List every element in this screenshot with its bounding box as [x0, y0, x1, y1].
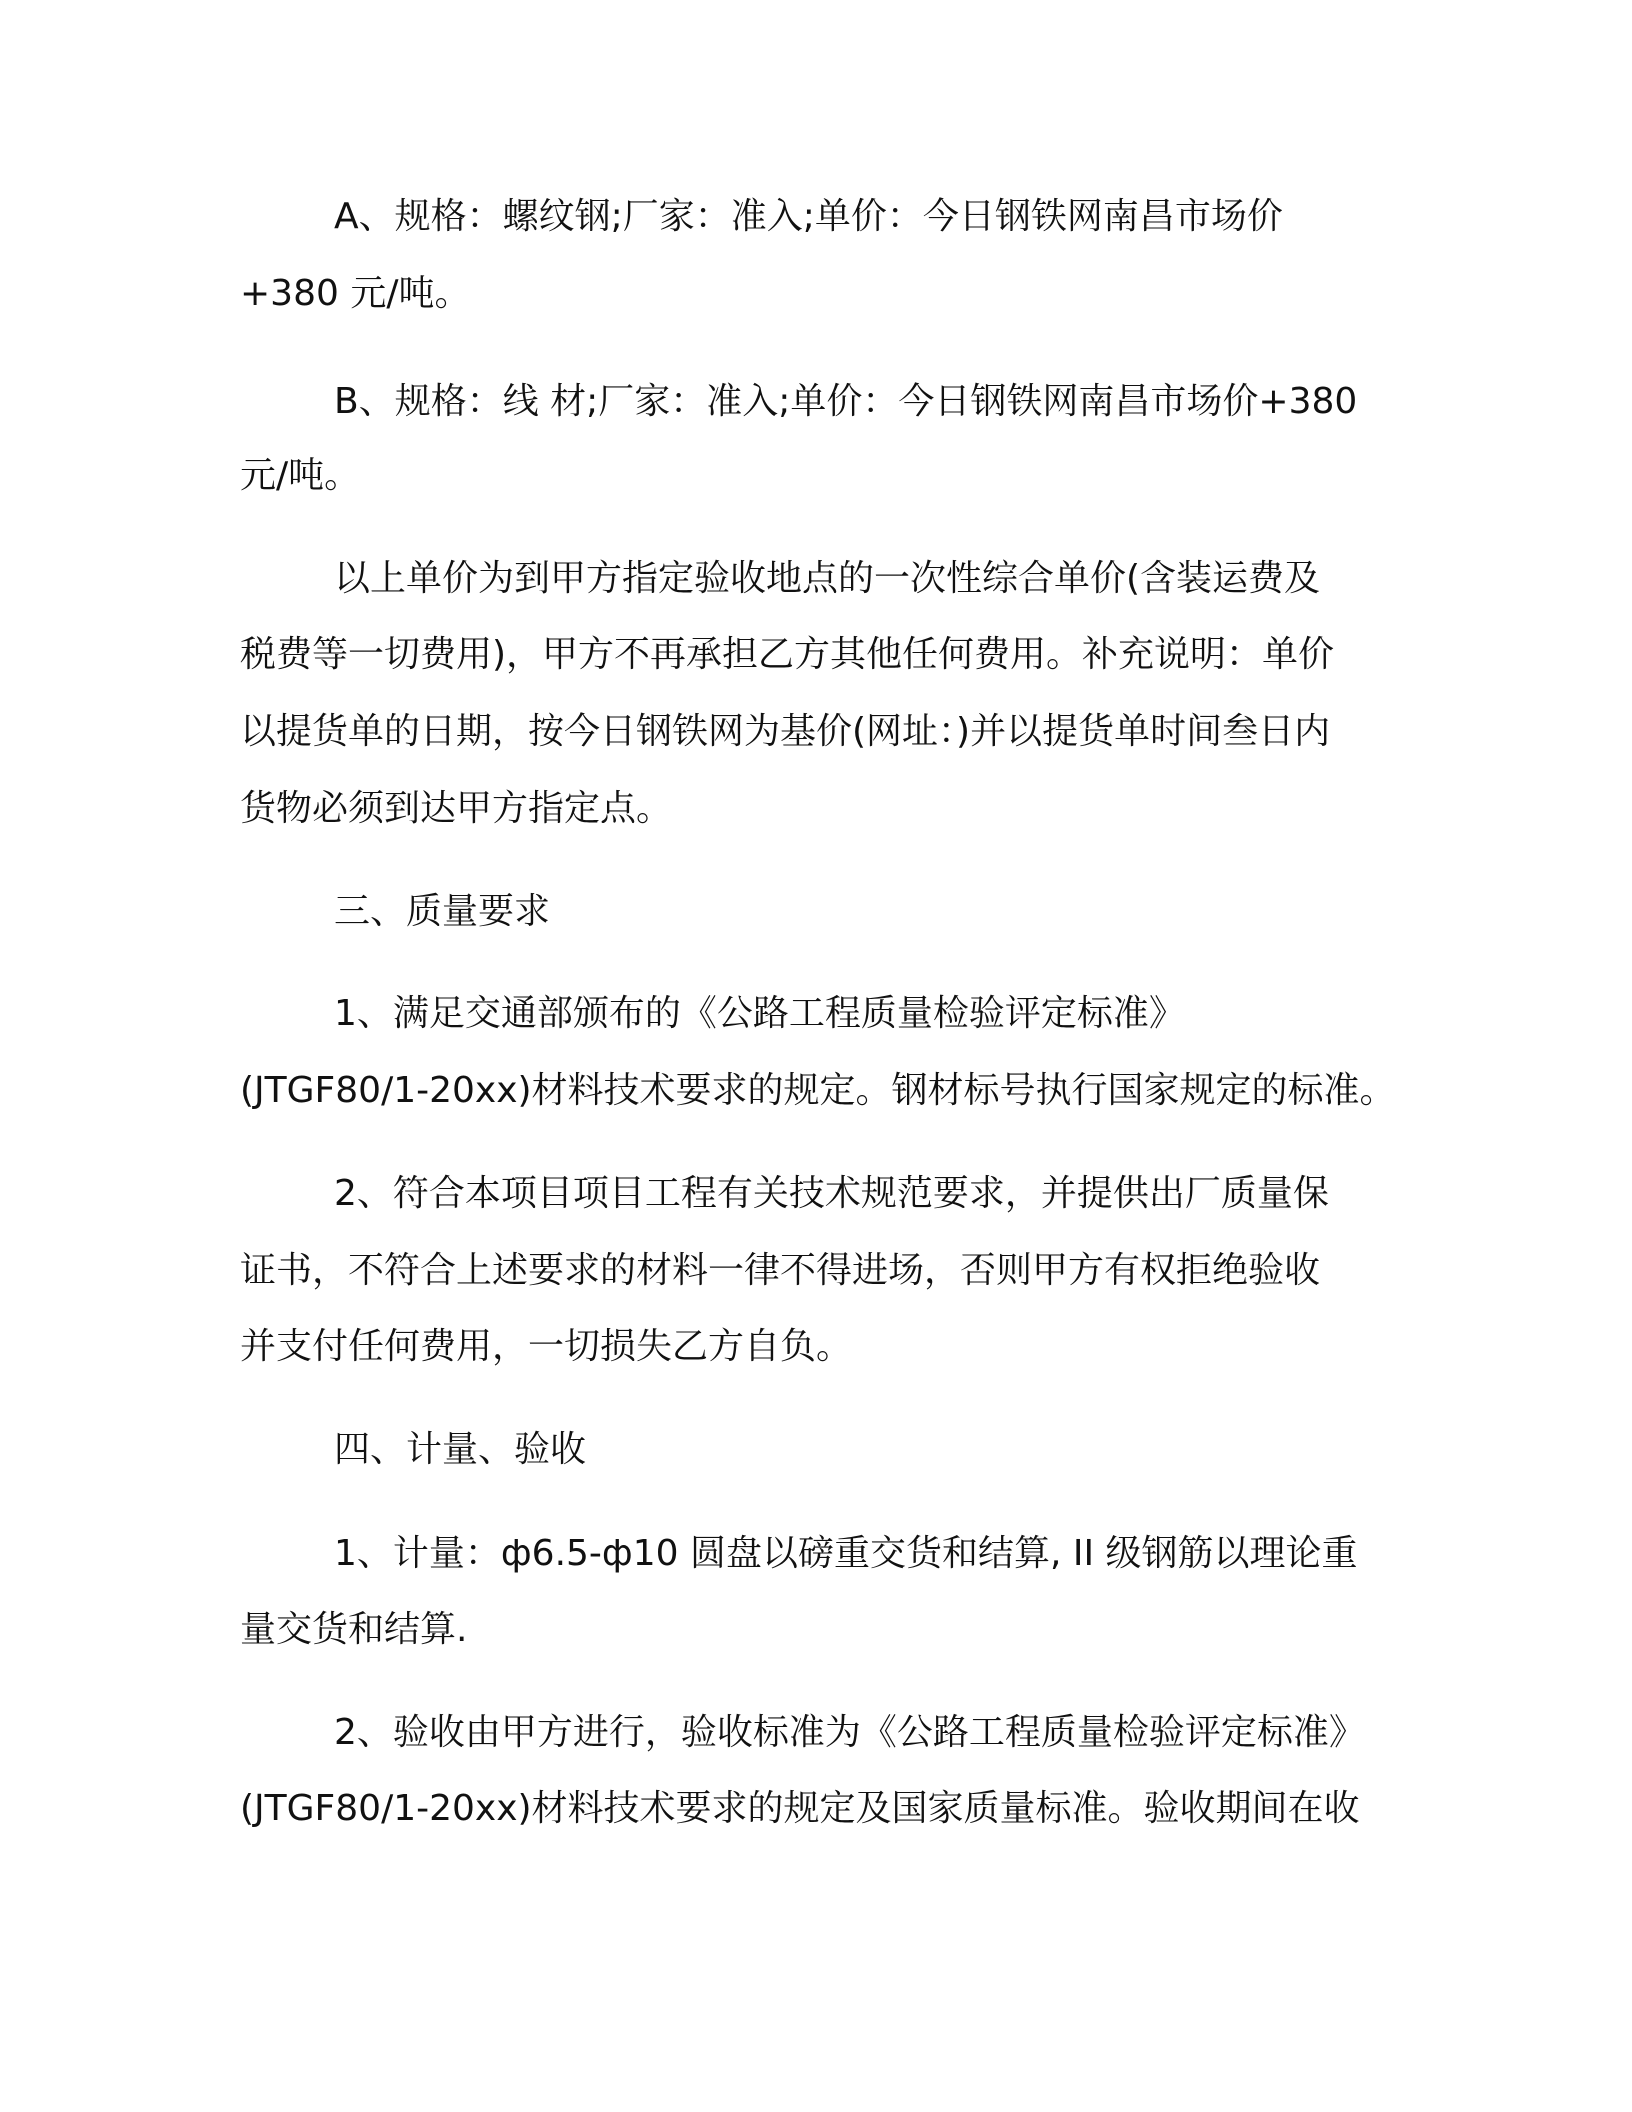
price-note-line-2: 税费等一切费用)，甲方不再承担乙方其他任何费用。补充说明：单价 — [240, 634, 1335, 675]
measure-1-line-1: 1、计量：ф6.5-ф10 圆盘以磅重交货和结算, II 级钢筋以理论重 — [334, 1533, 1358, 1574]
item-b-line-1: B、规格：线 材;厂家：准入;单价：今日钢铁网南昌市场价+380 — [334, 381, 1358, 422]
quality-2-line-2: 证书，不符合上述要求的材料一律不得进场，否则甲方有权拒绝验收 — [240, 1250, 1321, 1291]
quality-2-line-1: 2、符合本项目项目工程有关技术规范要求，并提供出厂质量保 — [334, 1173, 1329, 1214]
item-a-line-2: +380 元/吨。 — [240, 273, 471, 314]
quality-2-line-3: 并支付任何费用，一切损失乙方自负。 — [240, 1326, 853, 1367]
item-b-line-2: 元/吨。 — [240, 455, 361, 496]
quality-1-line-1: 1、满足交通部颁布的《公路工程质量检验评定标准》 — [334, 993, 1185, 1034]
price-note-line-4: 货物必须到达甲方指定点。 — [240, 788, 673, 829]
measure-2-line-1: 2、验收由甲方进行，验收标准为《公路工程质量检验评定标准》 — [334, 1712, 1365, 1753]
measure-2-line-2: (JTGF80/1-20xx)材料技术要求的规定及国家质量标准。验收期间在收 — [240, 1788, 1360, 1829]
quality-1-line-2: (JTGF80/1-20xx)材料技术要求的规定。钢材标号执行国家规定的标准。 — [240, 1070, 1396, 1111]
item-a-line-1: A、规格：螺纹钢;厂家：准入;单价：今日钢铁网南昌市场价 — [334, 196, 1283, 237]
heading-measure: 四、计量、验收 — [334, 1429, 587, 1470]
price-note-line-1: 以上单价为到甲方指定验收地点的一次性综合单价(含装运费及 — [334, 558, 1321, 599]
measure-1-line-2: 量交货和结算. — [240, 1609, 468, 1650]
heading-quality: 三、质量要求 — [334, 891, 551, 932]
price-note-line-3: 以提货单的日期，按今日钢铁网为基价(网址：)并以提货单时间叁日内 — [240, 711, 1331, 752]
